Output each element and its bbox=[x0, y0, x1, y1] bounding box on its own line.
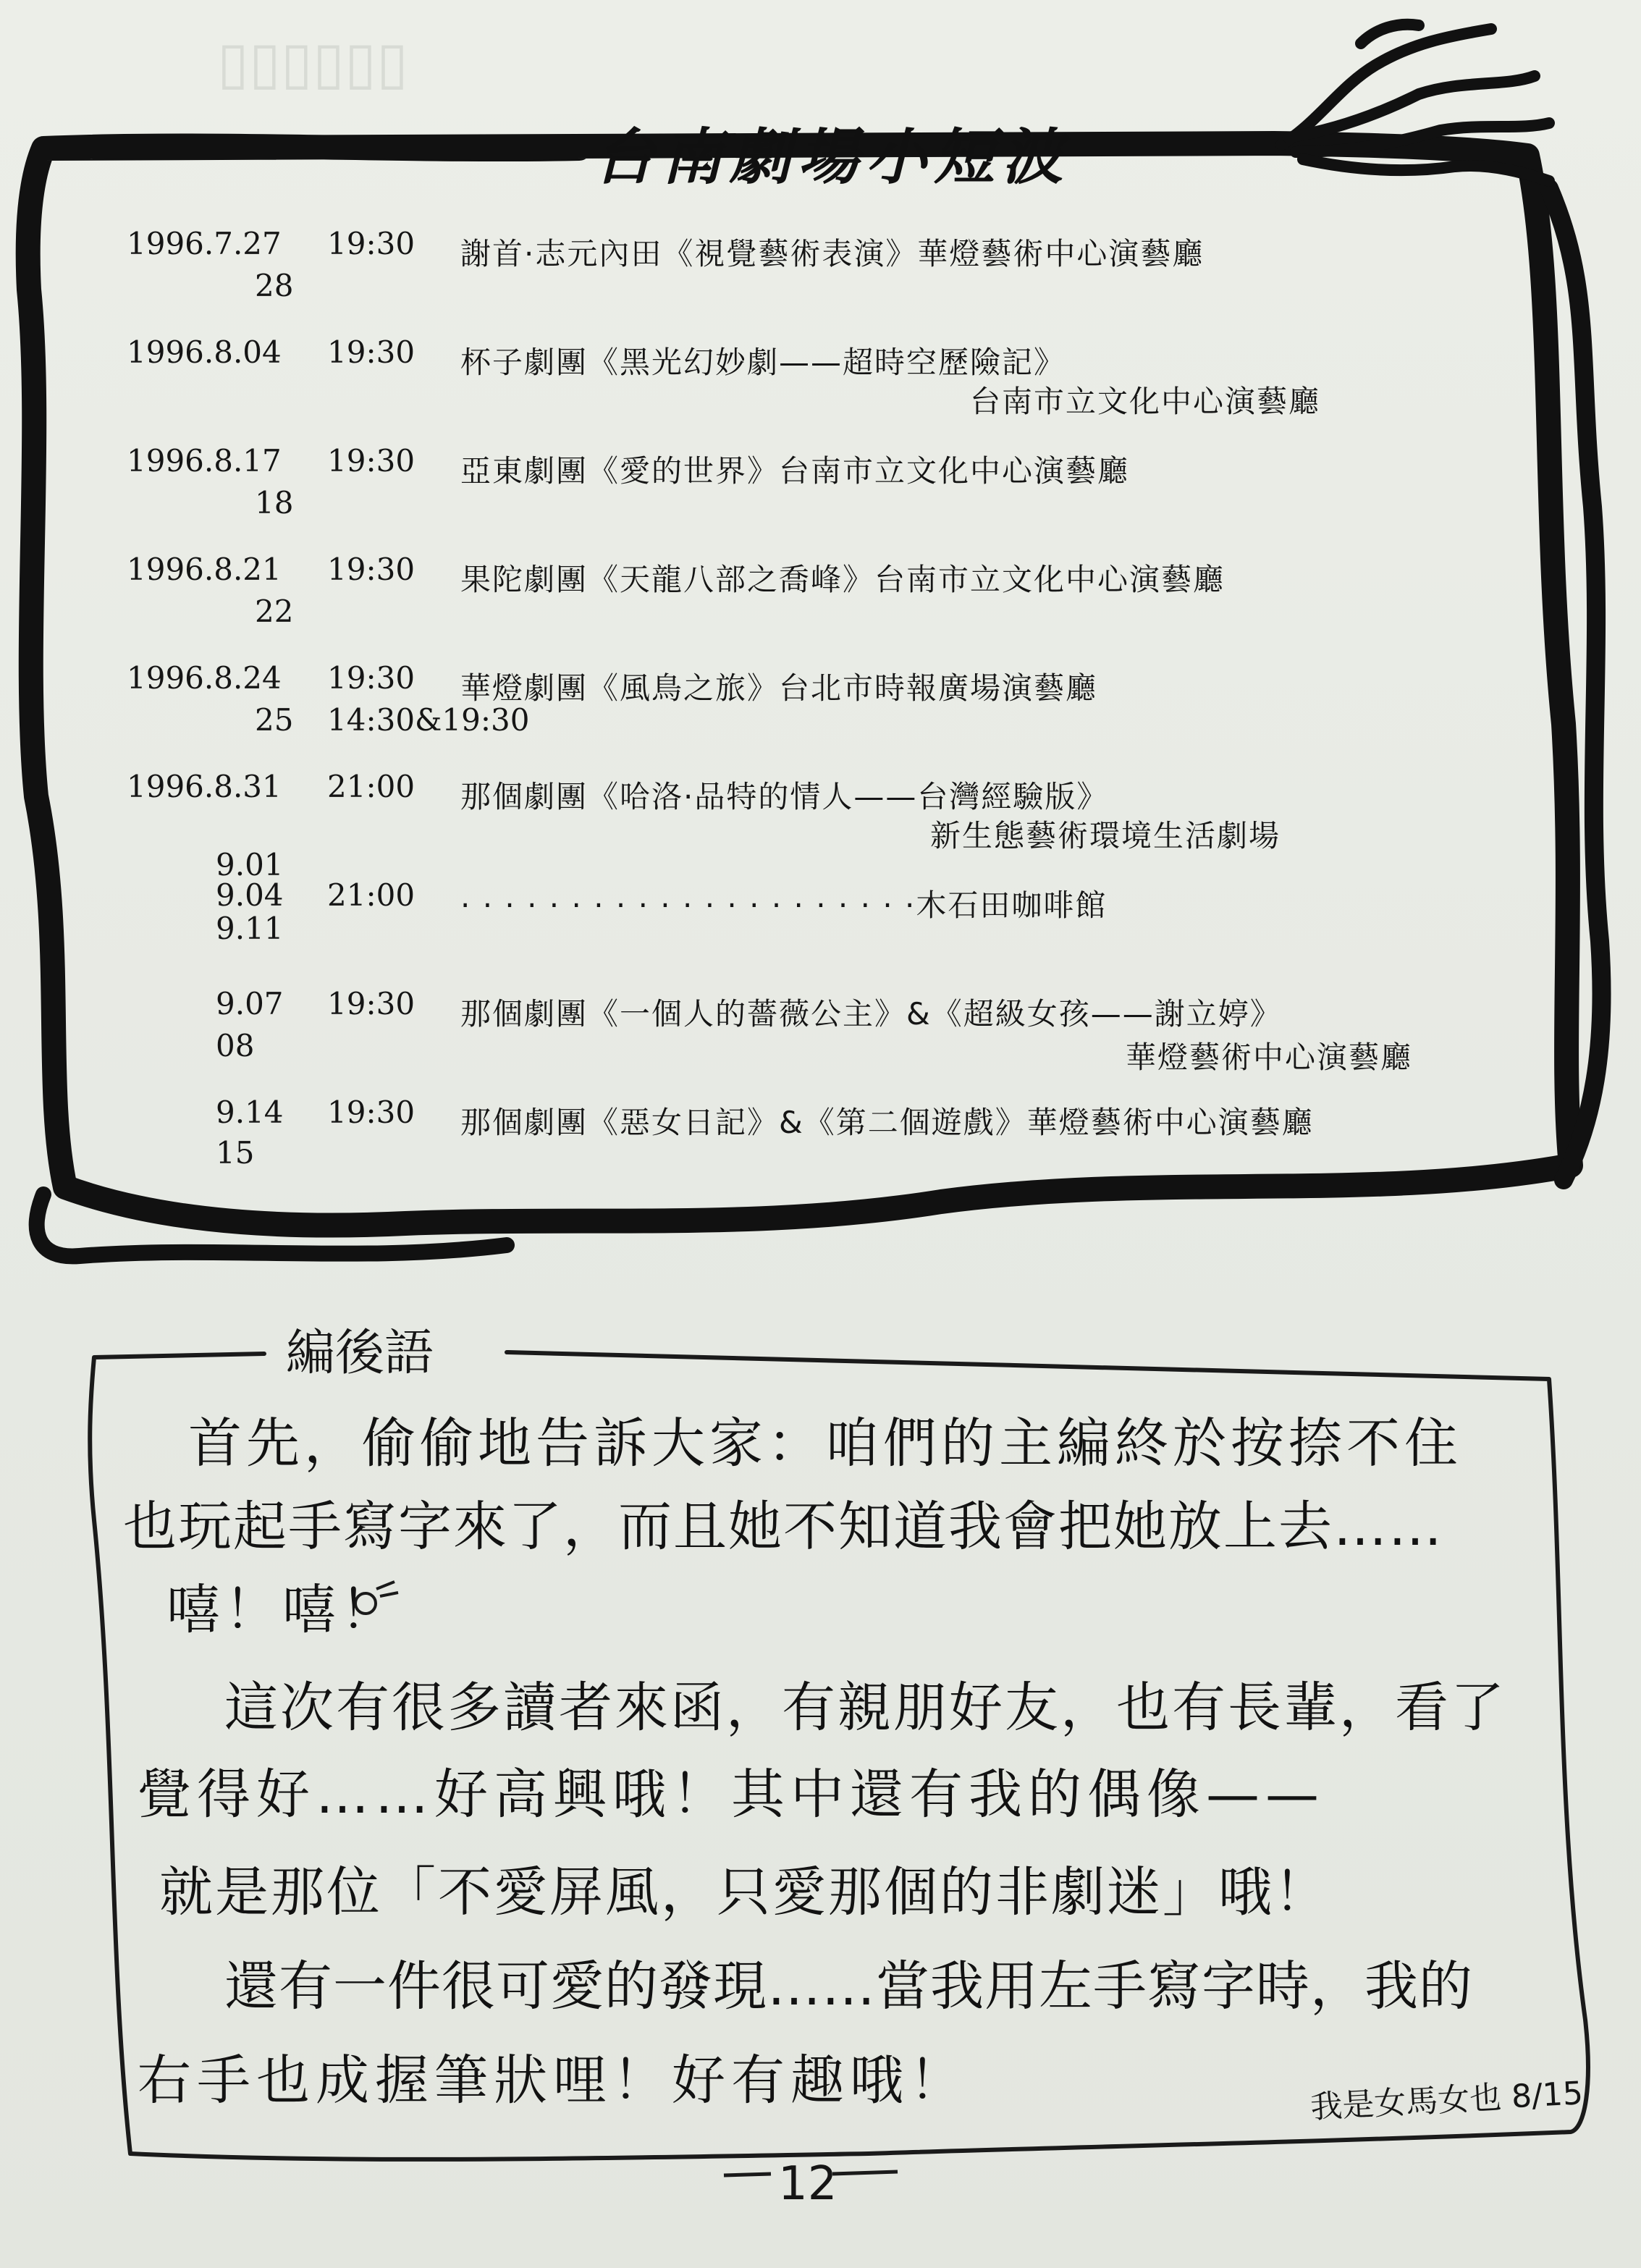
schedule-time: 19:30 bbox=[327, 334, 415, 370]
schedule-date: 1996.8.31 bbox=[127, 769, 282, 804]
schedule-date: 9.14 bbox=[216, 1095, 284, 1130]
editor-note-line: 嘻！嘻！ bbox=[166, 1579, 398, 1641]
schedule-extra-date: 9.04 bbox=[216, 877, 284, 913]
schedule-extra-date: 22 bbox=[255, 594, 294, 629]
schedule-time: 19:30 bbox=[327, 552, 415, 587]
schedule-program: 那個劇團《哈洛·品特的情人——台灣經驗版》 bbox=[460, 779, 1109, 814]
page-number-dash-left bbox=[724, 2174, 771, 2175]
schedule-date: 1996.8.21 bbox=[127, 552, 282, 587]
schedule-time: 21:00 bbox=[327, 877, 415, 913]
schedule-program: 謝首·志元內田《視覺藝術表演》華燈藝術中心演藝廳 bbox=[460, 236, 1205, 271]
editor-note-line: 首先，偷偷地告訴大家：咱們的主編終於按捺不住 bbox=[188, 1412, 1462, 1475]
schedule-extra-date: 15 bbox=[216, 1135, 255, 1171]
schedule-time: 19:30 bbox=[327, 226, 415, 261]
schedule-time: 19:30 bbox=[327, 443, 415, 479]
schedule-program: · · · · · · · · · · · · · · · · · · · · ·木石田咖啡館 bbox=[460, 888, 1108, 923]
page-title: 台南劇場小短波 bbox=[594, 122, 1071, 193]
schedule-program: 那個劇團《惡女日記》&《第二個遊戲》華燈藝術中心演藝廳 bbox=[460, 1105, 1314, 1140]
schedule-time: 19:30 bbox=[327, 660, 415, 696]
schedule-time: 19:30 bbox=[327, 1095, 415, 1130]
editor-note-line: 還有一件很可愛的發現……當我用左手寫字時，我的 bbox=[224, 1955, 1473, 2018]
bleed-through-texture: ▯▯▯▯▯▯ bbox=[217, 29, 409, 96]
editor-note-line: 覺得好……好高興哦！其中還有我的偶像—— bbox=[138, 1763, 1325, 1826]
page-number: 12 bbox=[778, 2157, 838, 2211]
editor-note-line: 就是那位「不愛屏風，只愛那個的非劇迷」哦！ bbox=[159, 1861, 1330, 1923]
editor-note-line: 這次有很多讀者來函，有親朋好友，也有長輩，看了 bbox=[224, 1677, 1506, 1739]
schedule-program: 杯子劇團《黑光幻妙劇——超時空歷險記》 bbox=[460, 345, 1066, 380]
editor-note-heading: 編後語 bbox=[286, 1325, 434, 1382]
editor-signature: 我是女馬女也 8/15 bbox=[1309, 2075, 1585, 2126]
schedule-venue: 新生態藝術環境生活劇場 bbox=[930, 818, 1281, 853]
schedule-program: 亞東劇團《愛的世界》台南市立文化中心演藝廳 bbox=[460, 453, 1130, 489]
page-number-dash-right bbox=[832, 2172, 898, 2174]
editor-note-line: 右手也成握筆狀哩！好有趣哦！ bbox=[138, 2049, 969, 2112]
schedule-venue: 華燈藝術中心演藝廳 bbox=[1126, 1040, 1413, 1075]
schedule-date: 1996.8.17 bbox=[127, 443, 282, 479]
schedule-program: 果陀劇團《天龍八部之喬峰》台南市立文化中心演藝廳 bbox=[460, 562, 1226, 597]
schedule-time-second: 14:30&19:30 bbox=[327, 702, 530, 738]
schedule-date: 9.07 bbox=[216, 986, 284, 1021]
schedule-venue: 台南市立文化中心演藝廳 bbox=[970, 384, 1321, 419]
schedule-date: 1996.7.27 bbox=[127, 226, 282, 261]
schedule-extra-date: 25 bbox=[255, 702, 294, 738]
schedule-date: 1996.8.24 bbox=[127, 660, 282, 696]
schedule-extra-date: 18 bbox=[255, 485, 294, 520]
schedule-extra-date: 9.11 bbox=[216, 911, 284, 946]
schedule-time: 19:30 bbox=[327, 986, 415, 1021]
schedule-date: 1996.8.04 bbox=[127, 334, 282, 370]
schedule-date: 9.01 bbox=[216, 847, 284, 882]
schedule-program: 那個劇團《一個人的薔薇公主》&《超級女孩——謝立婷》 bbox=[460, 996, 1282, 1032]
schedule-program: 華燈劇團《風鳥之旅》台北市時報廣場演藝廳 bbox=[460, 670, 1098, 706]
schedule-extra-date: 08 bbox=[216, 1028, 255, 1063]
schedule-time: 21:00 bbox=[327, 769, 415, 804]
schedule-extra-date: 28 bbox=[255, 268, 294, 303]
editor-note-line: 也玩起手寫字來了，而且她不知道我會把她放上去…… bbox=[123, 1496, 1443, 1558]
